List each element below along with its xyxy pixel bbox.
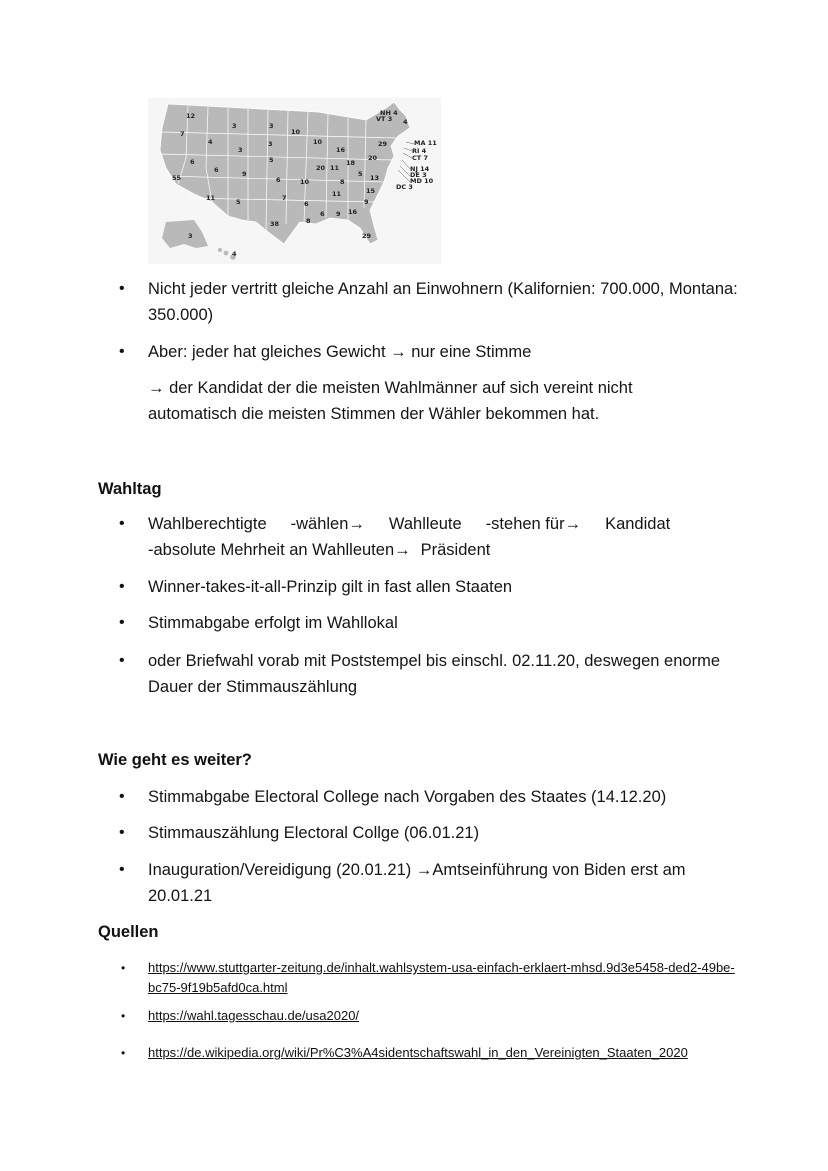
map-label: 38 xyxy=(270,220,280,228)
map-label: MD 10 xyxy=(410,177,434,185)
flow-arrow: -stehen für→ xyxy=(485,515,582,533)
map-label: 29 xyxy=(378,140,388,148)
map-label: 5 xyxy=(358,170,363,178)
bullet-icon: • xyxy=(119,652,125,669)
map-label: 55 xyxy=(172,174,182,182)
map-label: 6 xyxy=(276,176,281,184)
us-map-graphic xyxy=(148,98,441,264)
map-label: 4 xyxy=(208,138,213,146)
map-label: 16 xyxy=(348,208,358,216)
map-label: 12 xyxy=(186,112,196,120)
map-label: 8 xyxy=(340,178,345,186)
map-label: 6 xyxy=(214,166,219,174)
bullet-icon: • xyxy=(119,788,125,805)
map-label: 9 xyxy=(364,198,369,206)
map-label: RI 4 xyxy=(412,147,427,155)
map-label: 7 xyxy=(282,194,287,202)
map-label: 3 xyxy=(188,232,193,240)
map-label: CT 7 xyxy=(412,154,428,162)
map-label: 10 xyxy=(291,128,301,136)
map-label: 16 xyxy=(336,146,346,154)
map-label: 6 xyxy=(320,210,325,218)
map-label: 20 xyxy=(368,154,378,162)
section-heading-wahltag: Wahltag xyxy=(98,480,162,498)
list-item: Stimmauszählung Electoral Collge (06.01.21) xyxy=(148,824,480,842)
map-label: 20 xyxy=(316,164,326,172)
flow-arrow: -absolute Mehrheit an Wahlleuten→ xyxy=(148,541,411,559)
section-heading-weiter: Wie geht es weiter? xyxy=(98,751,252,769)
list-item: Aber: jeder hat gleiches Gewicht → nur eine Stimme xyxy=(148,343,532,361)
bullet-icon: • xyxy=(119,280,125,297)
flow-step: Präsident xyxy=(420,541,491,559)
bullet-icon: • xyxy=(119,614,125,631)
bullet-icon: • xyxy=(119,343,125,360)
map-label: 29 xyxy=(362,232,372,240)
map-label: 15 xyxy=(366,187,376,195)
map-label: 10 xyxy=(300,178,310,186)
bullet-icon: • xyxy=(121,1046,126,1060)
map-label: 5 xyxy=(236,198,241,206)
map-label: 7 xyxy=(180,130,185,138)
map-label: 9 xyxy=(242,170,247,178)
map-label: 11 xyxy=(206,194,216,202)
source-link[interactable]: https://www.stuttgarter-zeitung.de/inhalt.wahlsystem-usa-einfach-erklaert-mhsd.9d3e5458-ded2-49be-bc75-9f19b5afd0ca.html xyxy=(148,960,735,995)
map-label: 6 xyxy=(190,158,195,166)
bullet-icon: • xyxy=(119,861,125,878)
map-label: 4 xyxy=(232,250,237,258)
map-label: 4 xyxy=(403,118,408,126)
bullet-icon: • xyxy=(119,578,125,595)
list-item: Winner-takes-it-all-Prinzip gilt in fast allen Staaten xyxy=(148,578,513,596)
flow-step: Wahlleute xyxy=(388,515,462,533)
bullet-icon: • xyxy=(119,824,125,841)
bullet-icon: • xyxy=(121,961,126,975)
map-label: 11 xyxy=(332,190,342,198)
map-label: NH 4 xyxy=(380,109,398,117)
map-label: MA 11 xyxy=(414,139,437,147)
list-item: oder Briefwahl vorab mit Poststempel bis einschl. 02.11.20, deswegen enorme Dauer der Stimmauszählung xyxy=(148,652,720,696)
map-label: 9 xyxy=(336,210,341,218)
flow-chain xyxy=(148,511,768,563)
map-label: NJ 14 xyxy=(410,165,430,173)
bullet-icon: • xyxy=(121,1009,126,1023)
list-item: Stimmabgabe Electoral College nach Vorgaben des Staates (14.12.20) xyxy=(148,788,667,806)
list-item: Stimmabgabe erfolgt im Wahllokal xyxy=(148,614,398,632)
map-label: 3 xyxy=(268,140,273,148)
map-label: 3 xyxy=(232,122,237,130)
map-label: 5 xyxy=(269,156,274,164)
section-heading-quellen: Quellen xyxy=(98,923,159,941)
map-label: DC 3 xyxy=(396,183,413,191)
map-label: 18 xyxy=(346,159,356,167)
map-label: 6 xyxy=(304,200,309,208)
map-label: DE 3 xyxy=(410,171,427,179)
map-label: VT 3 xyxy=(376,115,393,123)
map-label: 8 xyxy=(306,217,311,225)
map-label: 3 xyxy=(269,122,274,130)
list-item: Nicht jeder vertritt gleiche Anzahl an Einwohnern (Kalifornien: 700.000, Montana: 350.000) xyxy=(148,280,738,324)
flow-step: Kandidat xyxy=(605,515,671,533)
list-item-continuation: → der Kandidat der die meisten Wahlmänner auf sich vereint nicht automatisch die meisten Stimmen der Wähler bekommen hat. xyxy=(148,379,633,423)
list-item: Inauguration/Vereidigung (20.01.21) →Amtseinführung von Biden erst am 20.01.21 xyxy=(148,861,686,905)
source-link[interactable]: https://wahl.tagesschau.de/usa2020/ xyxy=(148,1008,360,1023)
source-link[interactable]: https://de.wikipedia.org/wiki/Pr%C3%A4sidentschaftswahl_in_den_Vereinigten_Staaten_2020 xyxy=(148,1045,688,1060)
map-label: 3 xyxy=(238,146,243,154)
map-label: 13 xyxy=(370,174,380,182)
map-label: 10 xyxy=(313,138,323,146)
map-label: 11 xyxy=(330,164,340,172)
bullet-icon: • xyxy=(119,515,125,532)
electoral-map xyxy=(148,98,441,264)
flow-arrow: -wählen→ xyxy=(290,515,365,533)
flow-step: Wahlberechtigte xyxy=(148,515,267,533)
